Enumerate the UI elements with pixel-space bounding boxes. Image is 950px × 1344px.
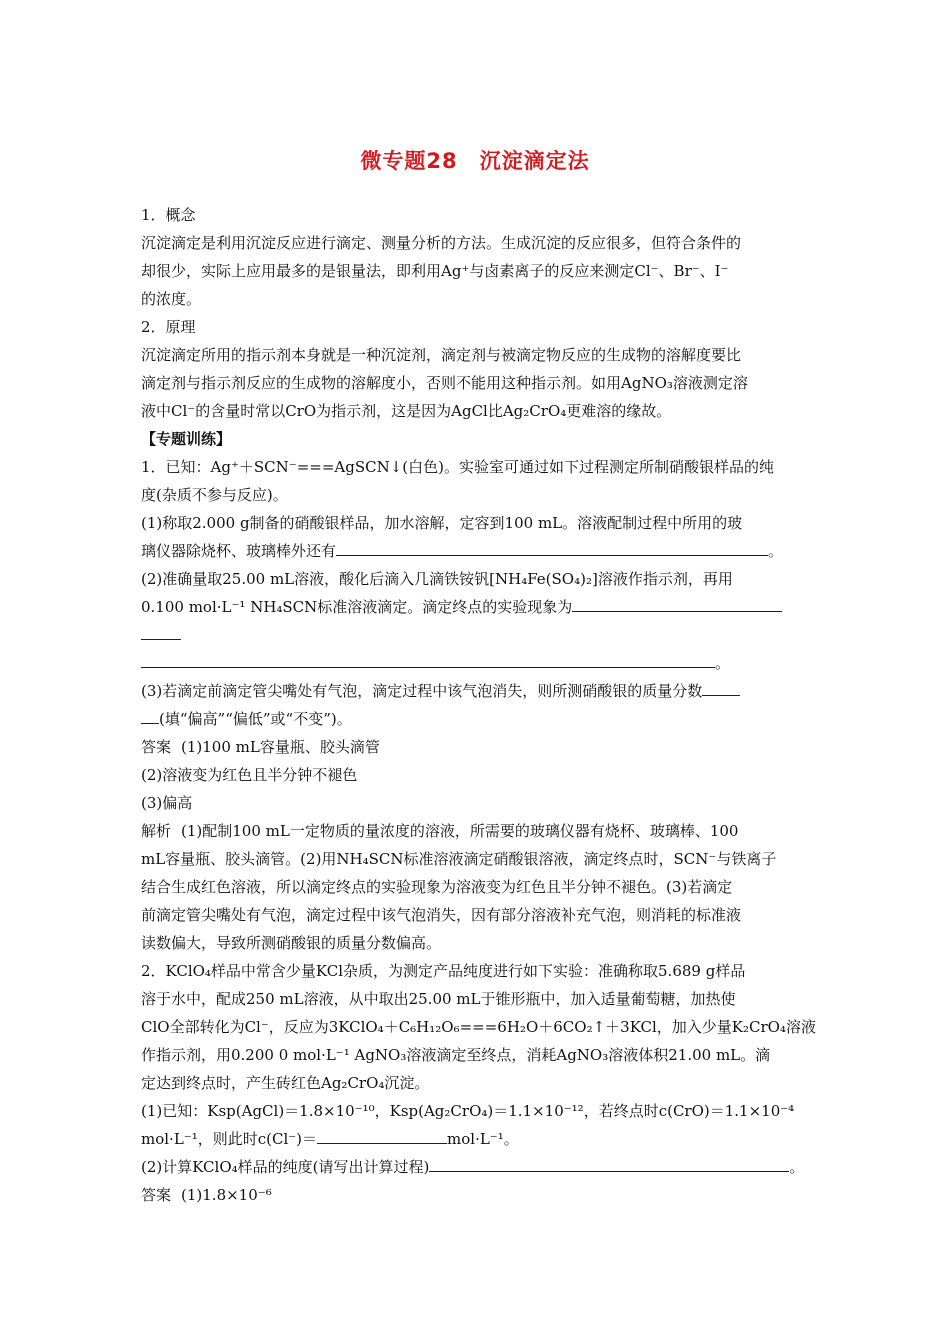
q1-part1-line2 — [141, 537, 813, 565]
q1-analysis-line5: 读数偏大，导致所测硝酸银的质量分数偏高。 — [141, 934, 442, 952]
q1-part1-blank[interactable] — [336, 537, 768, 556]
q1-part3-line2 — [141, 705, 813, 733]
q1-analysis-line1 — [141, 817, 813, 845]
q1-part3-text: (3)若滴定前滴定管尖嘴处有气泡，滴定过程中该气泡消失，则所测硝酸银的质量分数 — [141, 682, 703, 700]
q1-analysis-label: 解析 — [141, 822, 172, 840]
q2-part2-blank[interactable] — [429, 1153, 789, 1172]
q1-part2-end: 。 — [715, 654, 731, 672]
q1-answer-3: (3)偏高 — [141, 794, 193, 812]
q1-answer-line1 — [141, 733, 813, 761]
section2-heading: 2．原理 — [141, 318, 196, 336]
q1-line1: 1．已知：Ag⁺＋SCN⁻===AgSCN↓(白色)。实验室可通过如下过程测定所制硝酸银样品的纯 — [141, 458, 774, 476]
q2-answer-line1 — [141, 1181, 813, 1209]
q2-line2: 溶于水中，配成250 mL溶液，从中取出25.00 mL于锥形瓶中，加入适量葡萄糖，加热使 — [141, 990, 736, 1008]
q1-analysis-line2: mL容量瓶、胶头滴管。(2)用NH₄SCN标准溶液滴定硝酸银溶液，滴定终点时，SCN⁻与铁离子 — [141, 850, 777, 868]
section2-line3: 液中Cl⁻的含量时常以CrO为指示剂，这是因为AgCl比Ag₂CrO₄更难溶的缘故。 — [141, 402, 672, 420]
section2-line2: 滴定剂与指示剂反应的生成物的溶解度小，否则不能用这种指示剂。如用AgNO₃溶液测定溶 — [141, 374, 748, 392]
q2-part2-line1 — [141, 1153, 813, 1181]
q1-answer-label: 答案 — [141, 738, 172, 756]
q1-part2-line1: (2)准确量取25.00 mL溶液，酸化后滴入几滴铁铵钒[NH₄Fe(SO₄)₂]溶液作指示剂，再用 — [141, 570, 733, 588]
q1-part3-line1 — [141, 677, 813, 705]
q2-line4: 作指示剂，用0.200 0 mol·L⁻¹ AgNO₃溶液滴定至终点，消耗AgNO₃溶液体积21.00 mL。滴 — [141, 1046, 771, 1064]
q1-part2-line2 — [141, 593, 813, 621]
section1-heading: 1．概念 — [141, 206, 196, 224]
q1-part2-text: 0.100 mol·L⁻¹ NH₄SCN标准溶液滴定。滴定终点的实验现象为 — [141, 598, 573, 616]
q1-part3-blank-a[interactable] — [702, 677, 740, 696]
q2-part2-end: 。 — [789, 1158, 805, 1176]
section2-line1: 沉淀滴定所用的指示剂本身就是一种沉淀剂，滴定剂与被滴定物反应的生成物的溶解度要比 — [141, 346, 742, 364]
q2-part1-text: mol·L⁻¹，则此时c(Cl⁻)＝ — [141, 1130, 318, 1148]
q1-part2-blank-c[interactable] — [141, 649, 715, 668]
q1-analysis-line4: 前滴定管尖嘴处有气泡，滴定过程中该气泡消失，因有部分溶液补充气泡，则消耗的标准液 — [141, 906, 742, 924]
q1-part2-line3 — [141, 621, 813, 649]
q2-line1: 2．KClO₄样品中常含少量KCl杂质，为测定产品纯度进行如下实验：准确称取5.689 g样品 — [141, 962, 746, 980]
q2-part1-end: mol·L⁻¹。 — [447, 1130, 519, 1148]
q2-part1-line1: (1)已知：Ksp(AgCl)＝1.8×10⁻¹⁰，Ksp(Ag₂CrO₄)＝1.1×10⁻¹²，若终点时c(CrO)＝1.1×10⁻⁴ — [141, 1102, 795, 1120]
q1-part3-options: (填“偏高”“偏低”或“不变”)。 — [159, 710, 352, 728]
q2-part1-line2 — [141, 1125, 813, 1153]
q2-part2-text: (2)计算KClO₄样品的纯度(请写出计算过程) — [141, 1158, 430, 1176]
q1-analysis-line3: 结合生成红色溶液，所以滴定终点的实验现象为溶液变为红色且半分钟不褪色。(3)若滴定 — [141, 878, 733, 896]
q1-part1-text: 璃仪器除烧杯、玻璃棒外还有 — [141, 542, 337, 560]
q2-line3: ClO全部转化为Cl⁻，反应为3KClO₄＋C₆H₁₂O₆===6H₂O＋6CO₂↑＋3KCl，加入少量K₂CrO₄溶液 — [141, 1018, 816, 1036]
q1-part3-blank-b[interactable] — [141, 705, 159, 724]
q1-part1-end: 。 — [768, 542, 784, 560]
q1-part2-blank-a[interactable] — [572, 593, 782, 612]
q1-line2: 度(杂质不参与反应)。 — [141, 486, 288, 504]
q1-answer-2: (2)溶液变为红色且半分钟不褪色 — [141, 766, 358, 784]
q1-answer-1: (1)100 mL容量瓶、胶头滴管 — [181, 738, 380, 756]
q2-answer-label: 答案 — [141, 1186, 172, 1204]
q1-analysis-text1: (1)配制100 mL一定物质的量浓度的溶液，所需要的玻璃仪器有烧杯、玻璃棒、100 — [181, 822, 739, 840]
page-title: 微专题28 沉淀滴定法 — [360, 149, 590, 173]
q1-part2-blank-b[interactable] — [141, 621, 181, 640]
training-heading: 【专题训练】 — [141, 430, 232, 448]
section1-line2: 却很少，实际上应用最多的是银量法，即利用Ag⁺与卤素离子的反应来测定Cl⁻、Br⁻、I⁻ — [141, 262, 729, 280]
q2-answer-1: (1)1.8×10⁻⁶ — [181, 1186, 272, 1204]
section1-line3: 的浓度。 — [141, 290, 202, 308]
q1-part2-line4 — [141, 649, 813, 677]
document-body — [141, 201, 816, 1209]
q1-part1-line1: (1)称取2.000 g制备的硝酸银样品，加水溶解，定容到100 mL。溶液配制过程中所用的玻 — [141, 514, 743, 532]
q2-part1-blank[interactable] — [317, 1125, 447, 1144]
q2-line5: 定达到终点时，产生砖红色Ag₂CrO₄沉淀。 — [141, 1074, 430, 1092]
section1-line1: 沉淀滴定是利用沉淀反应进行滴定、测量分析的方法。生成沉淀的反应很多，但符合条件的 — [141, 234, 742, 252]
